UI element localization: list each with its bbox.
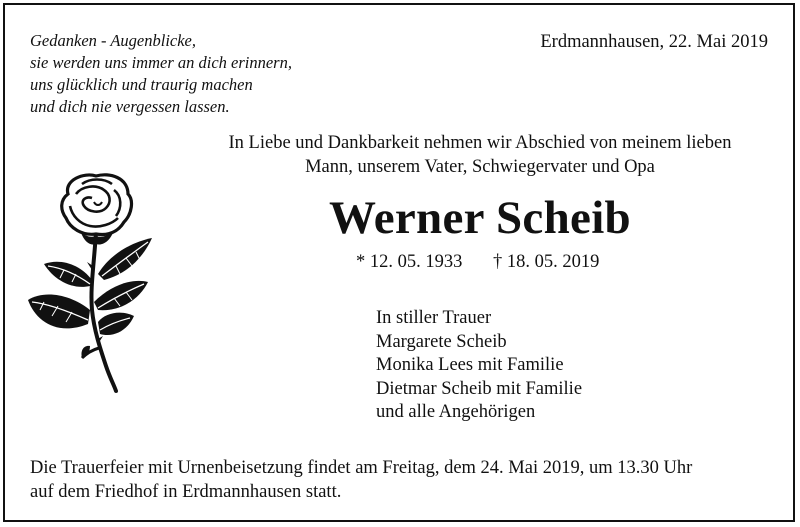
intro-line: Mann, unserem Vater, Schwiegervater und Opa [305, 157, 655, 177]
mourner-name: Dietmar Scheib mit Familie [376, 378, 583, 399]
mourners-heading: In stiller Trauer [376, 308, 492, 328]
poem-line: und dich nie vergessen lassen. [30, 97, 230, 116]
mourners-list [376, 307, 582, 425]
rose-icon [24, 170, 164, 395]
death-date: † 18. 05. 2019 [493, 252, 600, 272]
mourner-name: Monika Lees mit Familie [376, 355, 564, 375]
intro-line: In Liebe und Dankbarkeit nehmen wir Abschied von meinem lieben [228, 133, 732, 153]
funeral-line: Die Trauerfeier mit Urnenbeisetzung findet am Freitag, dem 24. Mai 2019, um 13.30 Uhr [30, 458, 693, 478]
birth-date: * 12. 05. 1933 [356, 252, 463, 272]
deceased-name: Werner Scheib [329, 192, 631, 244]
funeral-line: auf dem Friedhof in Erdmannhausen statt. [30, 482, 342, 502]
farewell-intro [180, 131, 780, 179]
mourner-name: Margarete Scheib [376, 331, 507, 352]
life-dates [356, 250, 599, 274]
poem-line: uns glücklich und traurig machen [30, 75, 253, 94]
mourner-name: und alle Angehörigen [376, 402, 536, 422]
place-and-date: Erdmannhausen, 22. Mai 2019 [540, 32, 768, 52]
poem-line: Gedanken - Augenblicke, [30, 31, 196, 50]
poem-line: sie werden uns immer an dich erinnern, [30, 53, 292, 72]
funeral-info [30, 456, 692, 504]
memorial-poem [30, 30, 292, 118]
